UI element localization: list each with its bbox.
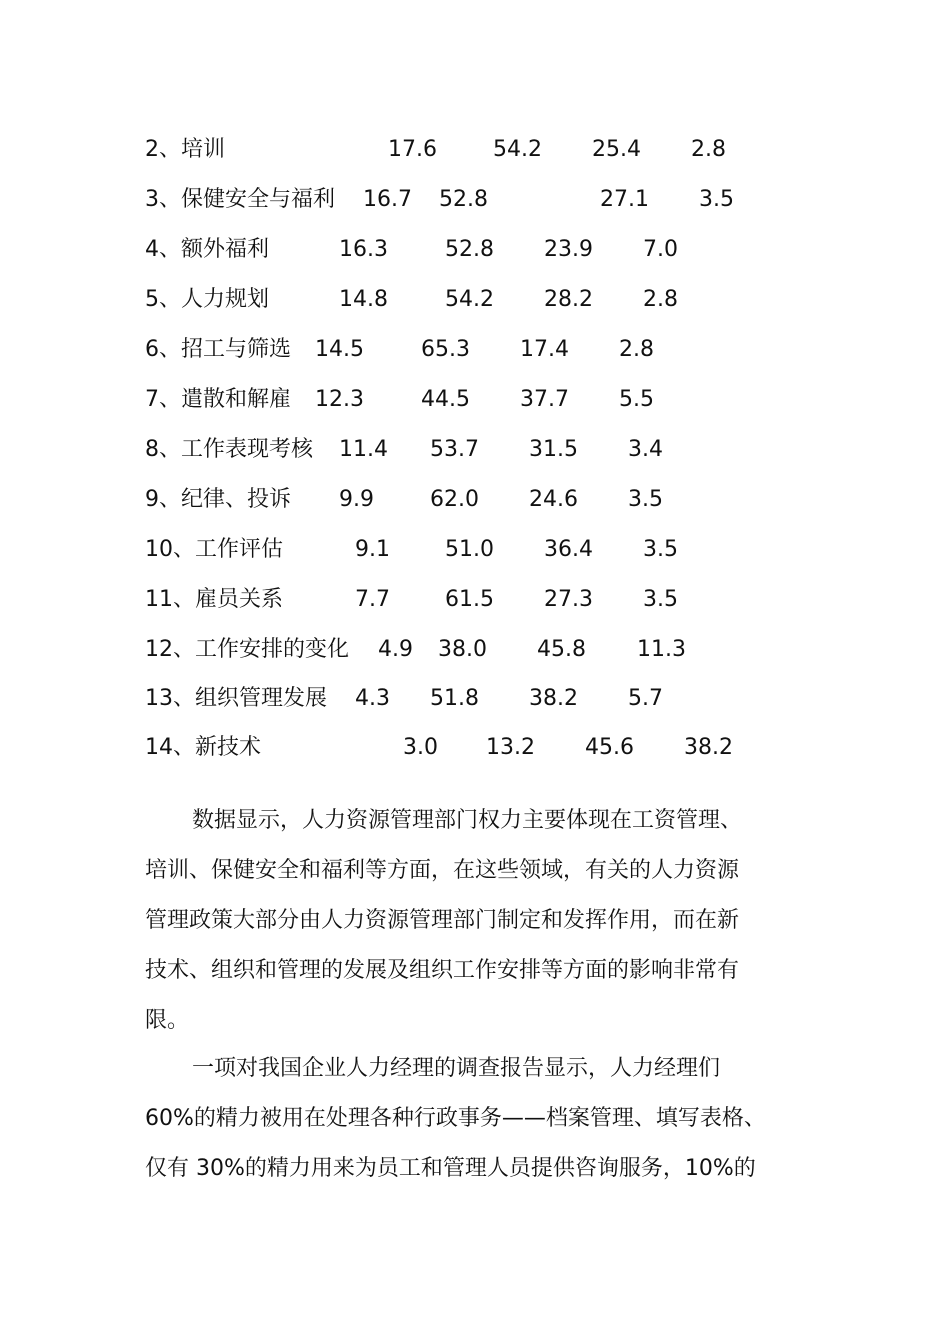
row-value: 27.3 [544,587,593,612]
row-value: 7.0 [643,237,678,262]
paragraph-line: 管理政策大部分由人力资源管理部门制定和发挥作用，而在新 [145,908,740,933]
row-value: 2.8 [691,137,726,162]
paragraph-summary [145,796,815,1046]
row-value: 28.2 [544,287,593,312]
table-row [0,683,950,715]
row-value: 37.7 [520,387,569,412]
paragraph-survey [145,1044,815,1194]
row-value: 65.3 [421,337,470,362]
row-value: 3.5 [699,187,734,212]
row-label: 10、工作评估 [145,537,283,562]
row-value: 9.1 [355,537,390,562]
row-value: 7.7 [355,587,390,612]
table-row [0,484,950,516]
row-label: 13、组织管理发展 [145,686,327,711]
row-value: 45.8 [537,637,586,662]
row-label: 9、纪律、投诉 [145,487,291,512]
row-value: 5.7 [628,686,663,711]
table-row [0,384,950,416]
row-value: 3.4 [628,437,663,462]
row-value: 51.0 [445,537,494,562]
paragraph-line: 限。 [145,1008,190,1033]
table-row [0,434,950,466]
row-value: 17.4 [520,337,569,362]
row-value: 3.0 [403,735,438,760]
row-value: 54.2 [493,137,542,162]
row-value: 62.0 [430,487,479,512]
table-row [0,534,950,566]
row-label: 12、工作安排的变化 [145,637,349,662]
paragraph-line: 数据显示，人力资源管理部门权力主要体现在工资管理、 [192,808,743,833]
row-value: 23.9 [544,237,593,262]
row-value: 38.2 [529,686,578,711]
row-value: 54.2 [445,287,494,312]
row-value: 3.5 [643,587,678,612]
row-value: 52.8 [445,237,494,262]
row-value: 14.8 [339,287,388,312]
row-value: 16.3 [339,237,388,262]
table-row [0,184,950,216]
row-label: 2、培训 [145,137,225,162]
row-value: 3.5 [643,537,678,562]
row-value: 9.9 [339,487,374,512]
row-label: 5、人力规划 [145,287,269,312]
row-value: 52.8 [439,187,488,212]
row-value: 17.6 [388,137,437,162]
paragraph-line: 仅有 30%的精力用来为员工和管理人员提供咨询服务，10%的 [145,1156,756,1181]
row-value: 36.4 [544,537,593,562]
table-row [0,234,950,266]
row-value: 38.2 [684,735,733,760]
row-label: 7、遣散和解雇 [145,387,291,412]
row-value: 13.2 [486,735,535,760]
table-row [0,284,950,316]
row-value: 2.8 [619,337,654,362]
row-value: 51.8 [430,686,479,711]
row-value: 25.4 [592,137,641,162]
row-value: 4.9 [378,637,413,662]
paragraph-line: 60%的精力被用在处理各种行政事务——档案管理、填写表格、 [145,1106,766,1131]
table-row [0,334,950,366]
row-label: 3、保健安全与福利 [145,187,335,212]
paragraph-line: 培训、保健安全和福利等方面，在这些领域，有关的人力资源 [145,858,740,883]
row-value: 16.7 [363,187,412,212]
row-value: 53.7 [430,437,479,462]
row-value: 31.5 [529,437,578,462]
row-value: 11.3 [637,637,686,662]
row-value: 27.1 [600,187,649,212]
table-row [0,634,950,666]
row-value: 61.5 [445,587,494,612]
row-label: 6、招工与筛选 [145,337,291,362]
row-value: 14.5 [315,337,364,362]
row-value: 4.3 [355,686,390,711]
row-value: 12.3 [315,387,364,412]
row-value: 44.5 [421,387,470,412]
row-value: 24.6 [529,487,578,512]
table-row [0,584,950,616]
row-label: 8、工作表现考核 [145,437,313,462]
row-label: 14、新技术 [145,735,261,760]
row-label: 11、雇员关系 [145,587,283,612]
row-value: 38.0 [438,637,487,662]
paragraph-line: 一项对我国企业人力经理的调查报告显示，人力经理们 [192,1056,721,1081]
row-value: 5.5 [619,387,654,412]
table-row [0,134,950,166]
row-value: 2.8 [643,287,678,312]
paragraph-line: 技术、组织和管理的发展及组织工作安排等方面的影响非常有 [145,958,740,983]
row-label: 4、额外福利 [145,237,269,262]
row-value: 3.5 [628,487,663,512]
row-value: 45.6 [585,735,634,760]
row-value: 11.4 [339,437,388,462]
table-row [0,732,950,764]
